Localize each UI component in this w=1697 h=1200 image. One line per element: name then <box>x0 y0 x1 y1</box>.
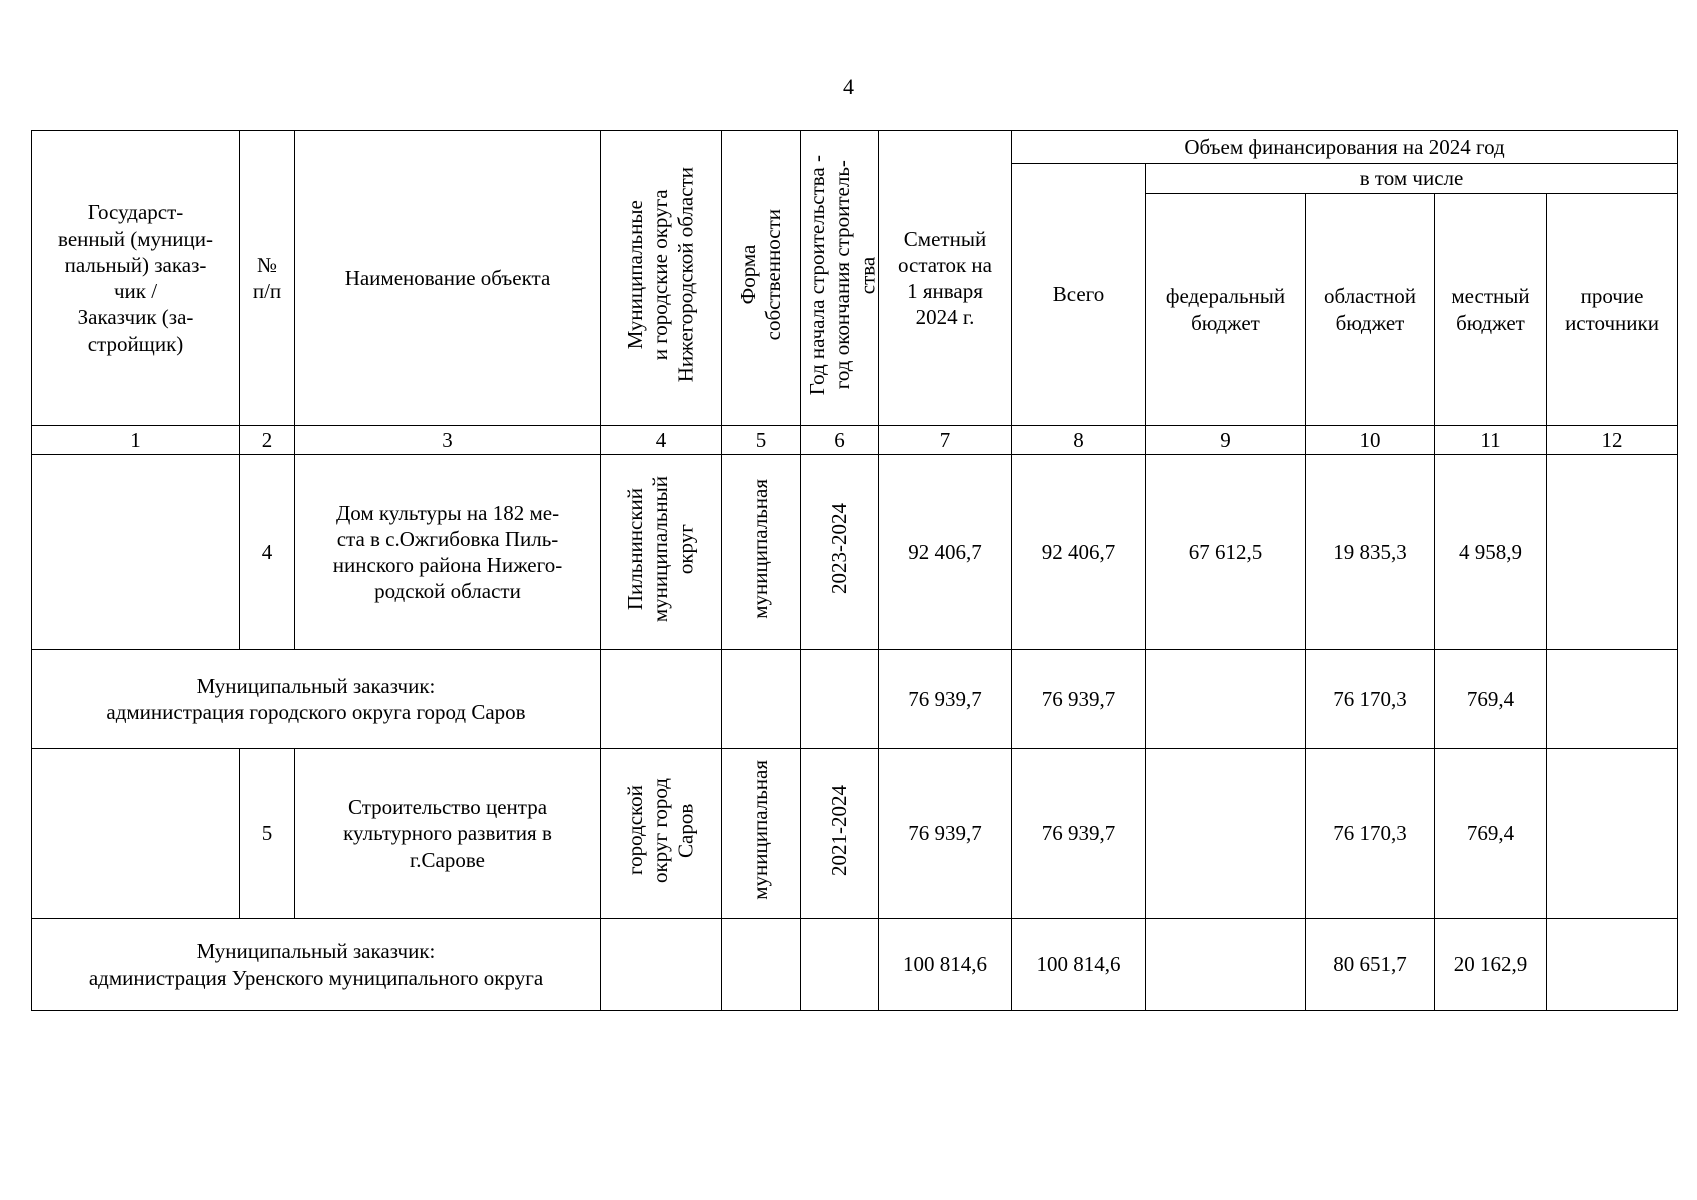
ownership-cell <box>722 650 801 749</box>
local-cell: 769,4 <box>1435 749 1547 919</box>
header-balance: Сметный остаток на 1 января 2024 г. <box>879 131 1012 426</box>
federal-cell: 67 612,5 <box>1146 455 1306 650</box>
column-number: 1 <box>32 426 240 455</box>
header-years: Год начала строительства - год окончания строитель- ства <box>801 131 879 426</box>
column-number: 12 <box>1547 426 1678 455</box>
object-name: Дом культуры на 182 ме- ста в с.Ожгибовка Пиль- нинского района Нижего- родской области <box>295 455 601 650</box>
total-cell: 76 939,7 <box>1012 749 1146 919</box>
other-cell <box>1547 455 1678 650</box>
header-ownership: Форма собственности <box>722 131 801 426</box>
column-number: 2 <box>240 426 295 455</box>
local-cell: 4 958,9 <box>1435 455 1547 650</box>
other-cell <box>1547 650 1678 749</box>
customer-cell <box>32 749 240 919</box>
column-number: 8 <box>1012 426 1146 455</box>
header-financing: Объем финансирования на 2024 год <box>1012 131 1678 164</box>
ownership-cell <box>722 919 801 1011</box>
regional-cell: 76 170,3 <box>1306 650 1435 749</box>
total-cell: 76 939,7 <box>1012 650 1146 749</box>
other-cell <box>1547 749 1678 919</box>
regional-cell: 76 170,3 <box>1306 749 1435 919</box>
federal-cell <box>1146 919 1306 1011</box>
total-cell: 100 814,6 <box>1012 919 1146 1011</box>
header-row <box>32 131 1678 164</box>
local-cell: 20 162,9 <box>1435 919 1547 1011</box>
balance-cell: 92 406,7 <box>879 455 1012 650</box>
regional-cell: 19 835,3 <box>1306 455 1435 650</box>
federal-cell <box>1146 749 1306 919</box>
header-including: в том числе <box>1146 164 1678 194</box>
total-cell: 92 406,7 <box>1012 455 1146 650</box>
page-number: 4 <box>843 74 854 99</box>
customer-cell <box>32 455 240 650</box>
balance-cell: 100 814,6 <box>879 919 1012 1011</box>
column-number: 3 <box>295 426 601 455</box>
balance-cell: 76 939,7 <box>879 749 1012 919</box>
years-cell: 2023-2024 <box>801 455 879 650</box>
district-cell <box>601 919 722 1011</box>
column-numbers-row <box>32 426 1678 455</box>
header-district: Муниципальные и городские округа Нижегородской области <box>601 131 722 426</box>
years-cell <box>801 919 879 1011</box>
header-number: № п/п <box>240 131 295 426</box>
years-cell <box>801 650 879 749</box>
header-federal: федеральный бюджет <box>1146 194 1306 426</box>
column-number: 5 <box>722 426 801 455</box>
table-row <box>32 749 1678 919</box>
financing-table <box>31 130 1678 1011</box>
header-regional: областной бюджет <box>1306 194 1435 426</box>
table-row <box>32 455 1678 650</box>
federal-cell <box>1146 650 1306 749</box>
row-number: 4 <box>240 455 295 650</box>
district-cell <box>601 650 722 749</box>
column-number: 4 <box>601 426 722 455</box>
header-object-name: Наименование объекта <box>295 131 601 426</box>
column-number: 11 <box>1435 426 1547 455</box>
ownership-cell: муниципальная <box>722 455 801 650</box>
customer-row <box>32 919 1678 1011</box>
header-local: местный бюджет <box>1435 194 1547 426</box>
district-cell: городской округ город Саров <box>601 749 722 919</box>
other-cell <box>1547 919 1678 1011</box>
ownership-cell: муниципальная <box>722 749 801 919</box>
customer-row <box>32 650 1678 749</box>
balance-cell: 76 939,7 <box>879 650 1012 749</box>
customer-name: Муниципальный заказчик: администрация Уренского муниципального округа <box>32 919 601 1011</box>
local-cell: 769,4 <box>1435 650 1547 749</box>
header-customer: Государст- венный (муници- пальный) заказ- чик / Заказчик (за- стройщик) <box>32 131 240 426</box>
column-number: 6 <box>801 426 879 455</box>
district-cell: Пильнинский муниципальный округ <box>601 455 722 650</box>
object-name: Строительство центра культурного развития в г.Сарове <box>295 749 601 919</box>
years-cell: 2021-2024 <box>801 749 879 919</box>
column-number: 7 <box>879 426 1012 455</box>
regional-cell: 80 651,7 <box>1306 919 1435 1011</box>
row-number: 5 <box>240 749 295 919</box>
header-total: Всего <box>1012 164 1146 426</box>
column-number: 9 <box>1146 426 1306 455</box>
column-number: 10 <box>1306 426 1435 455</box>
customer-name: Муниципальный заказчик: администрация городского округа город Саров <box>32 650 601 749</box>
header-other: прочие источники <box>1547 194 1678 426</box>
